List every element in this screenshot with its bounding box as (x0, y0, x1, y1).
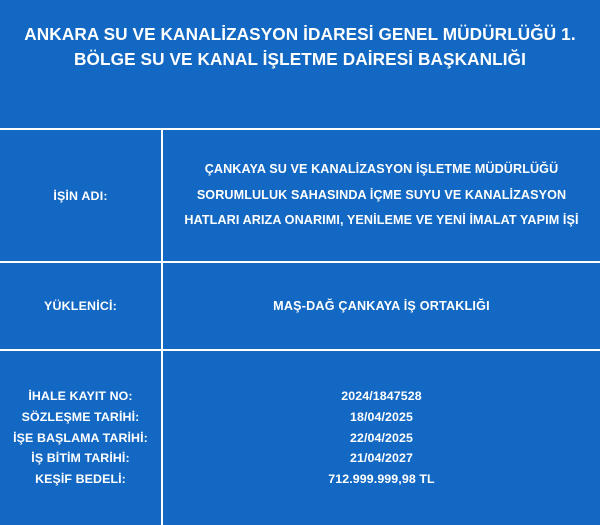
details-value-cell (163, 351, 600, 525)
contractor-value-cell (163, 263, 600, 349)
work-value-line-1: ÇANKAYA SU VE KANALİZASYON İŞLETME MÜDÜRLÜĞÜ (204, 161, 559, 176)
detail-value-tender-no: 2024/1847528 (341, 389, 422, 404)
detail-label-tender-no: İHALE KAYIT NO: (28, 389, 133, 404)
work-value-cell (163, 130, 600, 261)
detail-label-estimated-cost: KEŞİF BEDELİ: (35, 472, 126, 487)
details-label-list (8, 388, 153, 488)
board-header (0, 0, 600, 128)
detail-label-end-date: İŞ BİTİM TARİHİ: (31, 451, 130, 466)
info-table (0, 128, 600, 525)
detail-value-end-date: 21/04/2027 (349, 451, 413, 466)
table-row-work (0, 130, 600, 263)
contractor-value: MAŞ-DAĞ ÇANKAYA İŞ ORTAKLIĞI (273, 299, 490, 313)
contractor-label: YÜKLENİCİ: (44, 299, 117, 313)
table-row-contractor (0, 263, 600, 351)
detail-value-start-date: 22/04/2025 (349, 430, 413, 445)
detail-value-contract-date: 18/04/2025 (349, 409, 413, 424)
page-title: ANKARA SU VE KANALİZASYON İDARESİ GENEL MÜDÜRLÜĞÜ 1. BÖLGE SU VE KANAL İŞLETME DAİRESİ BAŞKANLIĞI (24, 24, 576, 69)
details-label-cell (0, 351, 163, 525)
detail-value-estimated-cost: 712.999.999,98 TL (328, 472, 435, 487)
contractor-label-cell (0, 263, 163, 349)
detail-label-contract-date: SÖZLEŞME TARİHİ: (21, 409, 140, 424)
work-label: İŞİN ADI: (53, 188, 108, 203)
table-row-details (0, 351, 600, 525)
work-value-line-3: HATLARI ARIZA ONARIMI, YENİLEME VE YENİ İMALAT YAPIM İŞİ (184, 213, 579, 228)
work-label-cell (0, 130, 163, 261)
details-value-list (177, 388, 586, 488)
detail-label-start-date: İŞE BAŞLAMA TARİHİ: (13, 430, 148, 445)
work-value-line-2: SORUMLULUK SAHASINDA İÇME SUYU VE KANALİZASYON (196, 187, 567, 202)
work-value-lines (177, 162, 586, 229)
